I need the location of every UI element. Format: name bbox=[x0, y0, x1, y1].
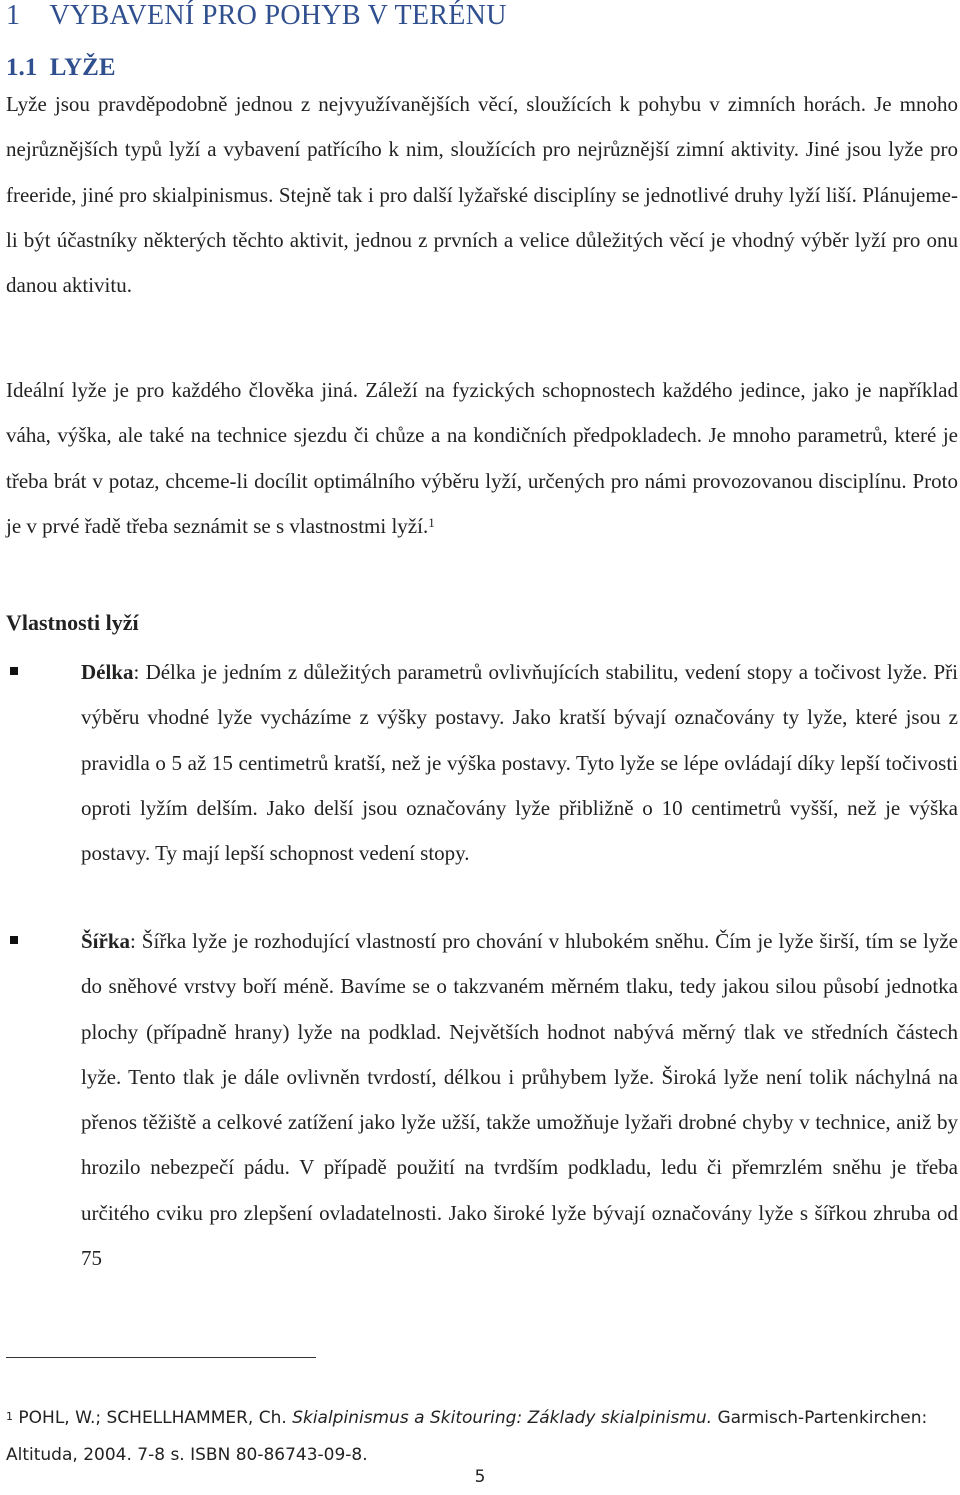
subheading-ski-properties: Vlastnosti lyží bbox=[6, 610, 139, 635]
chapter-number: 1 bbox=[6, 0, 21, 31]
square-bullet-icon bbox=[10, 667, 18, 675]
footnote bbox=[6, 1400, 958, 1474]
section-title: LYŽE bbox=[49, 54, 116, 81]
page-number: 5 bbox=[474, 1467, 486, 1487]
footnote-separator bbox=[6, 1357, 316, 1358]
property-term: Délka bbox=[81, 660, 134, 684]
paragraph-ideal-ski bbox=[6, 368, 958, 549]
property-text bbox=[81, 919, 958, 1281]
property-description: : Délka je jedním z důležitých parametrů ovlivňujících stabilitu, vedení stopy a točivost lyže. Při výběru vhodné lyže vycházíme z výšky postavy. Jako kratší bývají označovány ty lyže, které jsou z pravidla o 5 až 15 centimetrů kratší, než je výška postavy. Tyto lyže se lépe ovládají díky lepší točivosti oproti lyžím delším. Jako delší jsou označovány lyže přibližně o 10 centimetrů vyšší, než je výška postavy. Ty mají lepší schopnost vedení stopy. bbox=[81, 660, 958, 866]
chapter-heading bbox=[6, 0, 507, 32]
property-term: Šířka bbox=[81, 929, 131, 953]
chapter-title: VYBAVENÍ PRO POHYB V TERÉNU bbox=[49, 0, 507, 31]
section-heading bbox=[6, 54, 116, 82]
footnote-number: 1 bbox=[6, 1410, 13, 1423]
property-description: : Šířka lyže je rozhodující vlastností pro chování v hlubokém sněhu. Čím je lyže širší, tím se lyže do sněhové vrstvy boří méně. Bavíme se o takzvaném měrném tlaku, tedy jakou silou působí jednotka plochy (případně hrany) lyže na podklad. Největších hodnot nabývá měrný tlak ve středních částech lyže. Tento tlak je dále ovlivněn tvrdostí, délkou i průhybem lyže. Široká lyže není tolik náchylná na přenos těžiště a celkové zatížení jako lyže užší, takže umožňuje lyžaři drobné chyby v technice, aniž by hrozilo nebezpečí pádu. V případě použití na tvrdším podkladu, ledu či přemrzlém sněhu je třeba určitého cviku pro zlepšení ovladatelnosti. Jako široké lyže bývají označovány lyže s šířkou zhruba od 75 bbox=[81, 929, 958, 1271]
paragraph-intro: Lyže jsou pravděpodobně jednou z nejvyužívanějších věcí, sloužících k pohybu v zimních horách. Je mnoho nejrůznějších typů lyží a vybavení patřícího k nim, sloužících pro nejrůznější zimní aktivity. Jiné jsou lyže pro freeride, jiné pro skialpinismus. Stejně tak i pro další lyžařské disciplíny se jednotlivé druhy lyží liší. Plánujeme-li být účastníky některých těchto aktivit, jednou z prvních a velice důležitých věcí je vhodný výběr lyží pro onu danou aktivitu. bbox=[6, 92, 958, 298]
section-number: 1.1 bbox=[6, 54, 38, 81]
footnote-reference[interactable]: 1 bbox=[428, 514, 435, 530]
footnote-title: Skialpinismus a Skitouring: Základy skialpinismu. bbox=[292, 1408, 713, 1428]
footnote-authors: POHL, W.; SCHELLHAMMER, Ch. bbox=[18, 1408, 287, 1428]
footnote-publication: Garmisch-Partenkirchen: Altituda, 2004. 7-8 s. ISBN 80-86743-09-8. bbox=[6, 1408, 928, 1465]
property-text bbox=[81, 650, 958, 876]
paragraph-ideal-ski-text: Ideální lyže je pro každého člověka jiná. Záleží na fyzických schopnostech každého jedince, jako je například váha, výška, ale také na technice sjezdu či chůze a na kondičních předpokladech. Je mnoho parametrů, které je třeba brát v potaz, chceme-li docílit optimálního výběru lyží, určených pro námi provozovanou disciplínu. Proto je v prvé řadě třeba seznámit se s vlastnostmi lyží. bbox=[6, 378, 958, 538]
square-bullet-icon bbox=[10, 936, 18, 944]
